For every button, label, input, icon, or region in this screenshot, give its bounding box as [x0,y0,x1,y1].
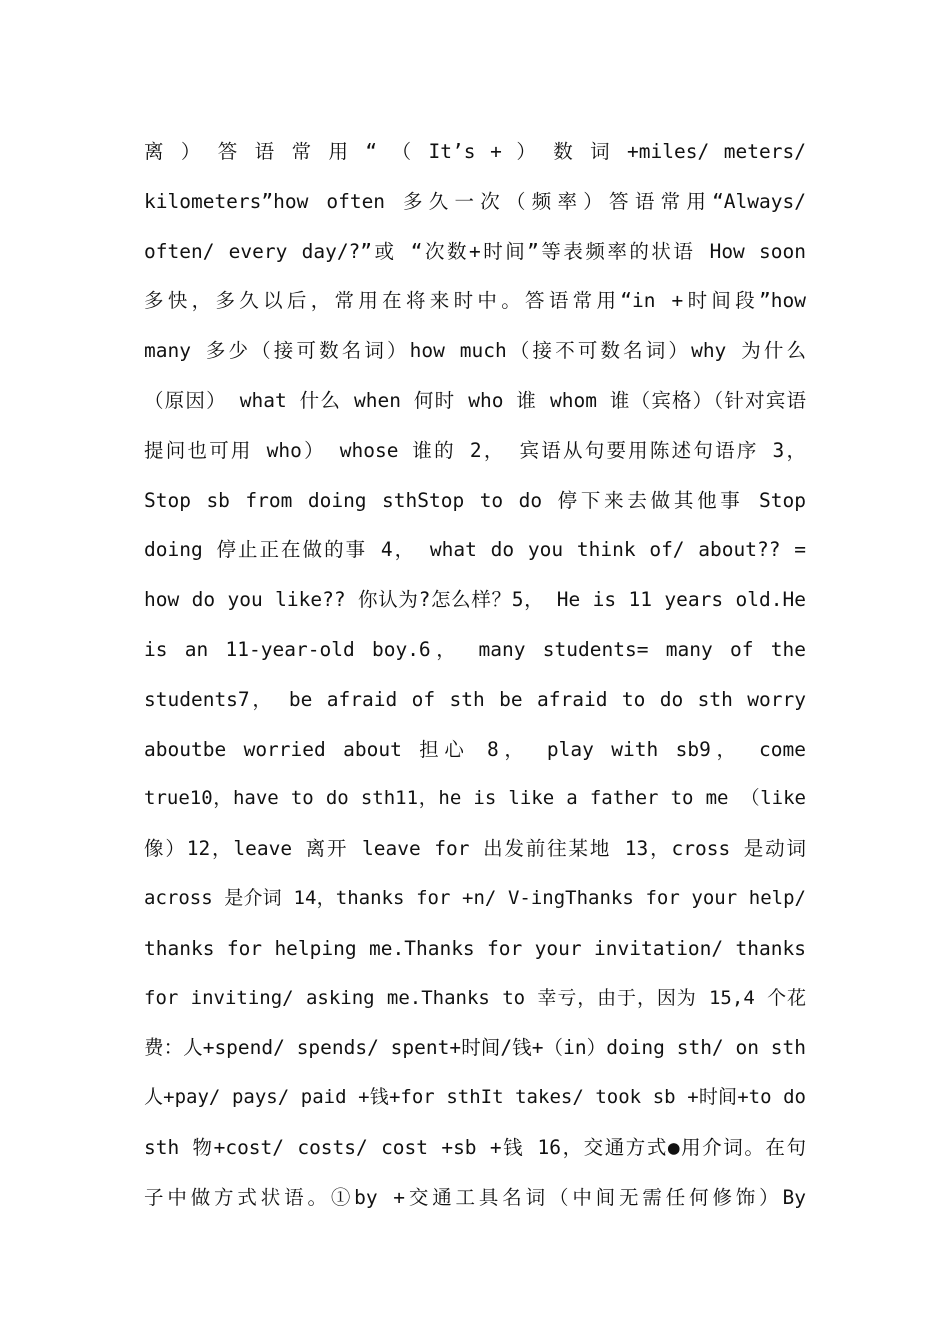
text-line: how do you like?? 你认为?怎么样？5， He is 11 years old.He [144,588,806,612]
text-line: sth 物+cost/ costs/ cost +sb +钱 16，交通方式●用介词。在句 [144,1135,806,1159]
text-line: students7， be afraid of sth be afraid to do sth worry [144,687,806,711]
text-line: aboutbe worried about 担心 8， play with sb9， come [144,737,806,761]
text-line: many 多少（接可数名词）how much（接不可数名词）why 为什么 [144,339,806,363]
text-line: Stop sb from doing sthStop to do 停下来去做其他事 Stop [144,488,806,512]
text-line: 人+pay/ pays/ paid +钱+for sthIt takes/ took sb +时间+to do [144,1086,806,1109]
text-line: thanks for helping me.Thanks for your invitation/ thanks [144,936,806,960]
text-line: true10，have to do sth11，he is like a father to me （like [144,787,806,810]
body-text [144,127,806,1223]
text-line: 像）12，leave 离开 leave for 出发前往某地 13，cross 是动词 [144,837,806,861]
text-line: kilometers”how often 多久一次（频率）答语常用“Always/ [144,189,806,213]
text-line: across 是介词 14，thanks for +n/ V-ingThanks for your help/ [144,886,806,909]
text-line: for inviting/ asking me.Thanks to 幸亏，由于，因为 15,4 个花 [144,986,806,1009]
text-line: 多快，多久以后，常用在将来时中。答语常用“in +时间段”how [144,289,806,313]
text-line: is an 11-year-old boy.6， many students= many of the [144,637,806,661]
text-line: 费：人+spend/ spends/ spent+时间/钱+（in）doing sth/ on sth [144,1036,806,1060]
text-line: 提问也可用 who） whose 谁的 2， 宾语从句要用陈述句语序 3， [144,438,806,462]
text-line: 子中做方式状语。①by +交通工具名词（中间无需任何修饰）By [144,1185,806,1209]
text-line: （原因） what 什么 when 何时 who 谁 whom 谁（宾格）（针对宾语 [144,388,806,412]
text-line: often/ every day/?”或 “次数+时间”等表频率的状语 How soon [144,239,806,263]
text-line: doing 停止正在做的事 4， what do you think of/ about?? = [144,538,806,562]
text-line: 离 ） 答 语 常 用 “ （ It’s + ） 数 词 +miles/ meters/ [144,140,806,163]
